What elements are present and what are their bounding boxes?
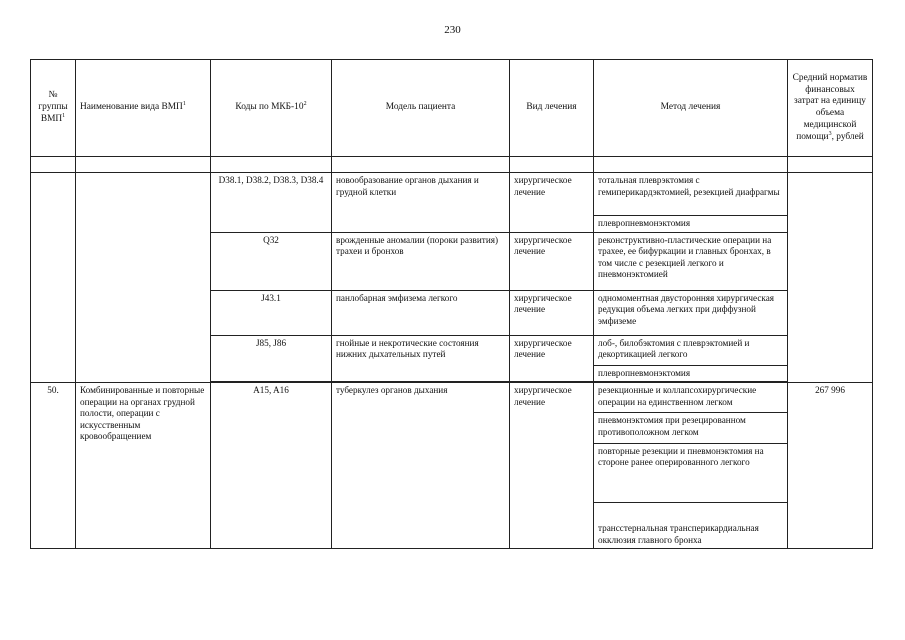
codes-cell: J43.1 — [211, 290, 332, 335]
treatment-type-cell: хирургическое лечение — [510, 173, 594, 233]
method-cell: трансстернальная трансперикардиальная окклюзия главного бронха — [594, 502, 788, 548]
header-name: Наименование вида ВМП$^1$ — [76, 60, 211, 157]
cost-cell: 267 996 — [788, 383, 873, 549]
method-cell: плевропневмонэктомия — [594, 365, 788, 382]
header-cost: Средний норматив финансовых затрат на единицу объема медицинской помощи$^3$, рублей — [788, 60, 873, 157]
method-cell: повторные резекции и пневмонэктомия на стороне ранее оперированного легкого — [594, 443, 788, 502]
method-cell: резекционные и коллапсохирургические операции на единственном легком — [594, 383, 788, 413]
codes-cell: A15, A16 — [211, 383, 332, 549]
vmp-name-cell — [76, 173, 211, 383]
table-row — [31, 173, 873, 216]
method-cell: тотальная плеврэктомия с гемиперикардэктомией, резекцией диафрагмы — [594, 173, 788, 216]
method-cell: реконструктивно-пластические операции на трахее, ее бифуркации и главных бронхах, в том числе с резекцией легкого и пневмонэктомией — [594, 232, 788, 290]
method-cell: плевропневмонэктомия — [594, 215, 788, 232]
group-number-cell: 50. — [31, 383, 76, 549]
cost-cell — [788, 173, 873, 383]
model-cell: туберкулез органов дыхания — [332, 383, 510, 549]
header-method: Метод лечения — [594, 60, 788, 157]
treatment-type-cell: хирургическое лечение — [510, 290, 594, 335]
method-cell: одномоментная двусторонняя хирургическая редукция объема легких при диффузной эмфиземе — [594, 290, 788, 335]
method-cell: пневмонэктомия при резецированном противоположном легком — [594, 413, 788, 444]
empty-cell — [788, 157, 873, 173]
treatment-type-cell: хирургическое лечение — [510, 232, 594, 290]
header-group-num: № группы ВМП$^1$ — [31, 60, 76, 157]
empty-cell — [510, 157, 594, 173]
empty-cell — [332, 157, 510, 173]
model-cell: врожденные аномалии (пороки развития) трахеи и бронхов — [332, 232, 510, 290]
header-model: Модель пациента — [332, 60, 510, 157]
header-treatment-type: Вид лечения — [510, 60, 594, 157]
codes-cell: D38.1, D38.2, D38.3, D38.4 — [211, 173, 332, 233]
empty-cell — [211, 157, 332, 173]
vmp-name-cell: Комбинированные и повторные операции на органах грудной полости, операции с искусственным кровообращением — [76, 383, 211, 549]
method-cell: лоб-, билобэктомия с плеврэктомией и декортикацией легкого — [594, 335, 788, 365]
codes-cell: Q32 — [211, 232, 332, 290]
empty-cell — [594, 157, 788, 173]
treatment-type-cell: хирургическое лечение — [510, 383, 594, 549]
empty-cell — [76, 157, 211, 173]
model-cell: панлобарная эмфизема легкого — [332, 290, 510, 335]
table-row — [31, 383, 873, 413]
model-cell: гнойные и некротические состояния нижних дыхательных путей — [332, 335, 510, 381]
group-number-cell — [31, 173, 76, 383]
model-cell: новообразование органов дыхания и грудной клетки — [332, 173, 510, 233]
codes-cell: J85, J86 — [211, 335, 332, 381]
empty-cell — [31, 157, 76, 173]
vmp-table — [30, 59, 873, 549]
page-number: 230 — [444, 24, 461, 36]
treatment-type-cell: хирургическое лечение — [510, 335, 594, 381]
header-codes: Коды по МКБ-$10^2$ — [211, 60, 332, 157]
